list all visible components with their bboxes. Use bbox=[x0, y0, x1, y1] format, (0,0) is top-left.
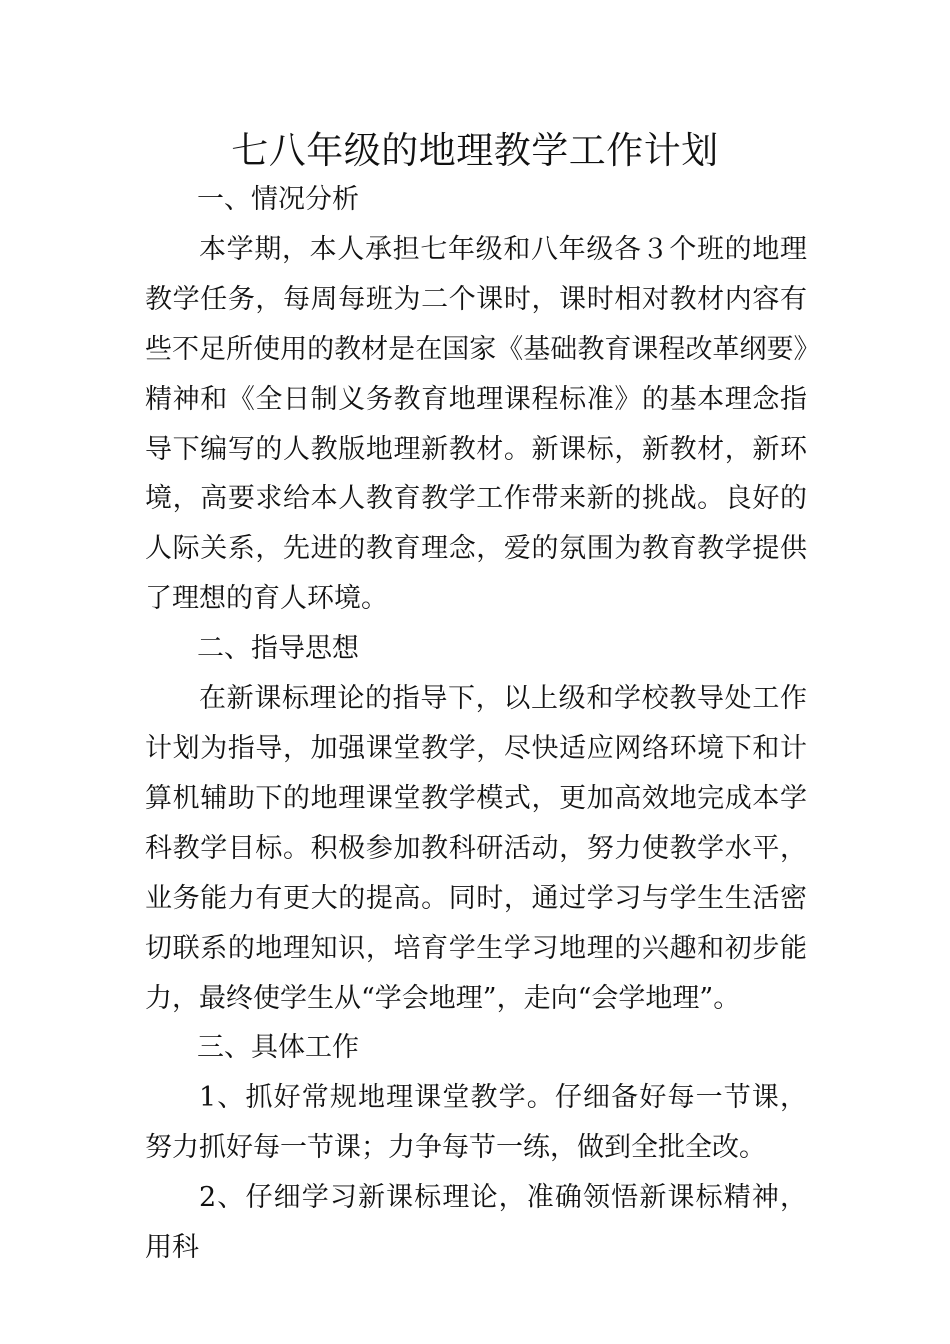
section-guiding-ideology bbox=[145, 624, 807, 1023]
section-heading: 三、具体工作 bbox=[197, 1032, 359, 1064]
paragraph: 1、抓好常规地理课堂教学。仔细备好每一节课，努力抓好每一节课；力争每节一练，做到全批全改。 bbox=[145, 1082, 807, 1164]
document-body bbox=[145, 175, 807, 1273]
page-title: 七八年级的地理教学工作计划 bbox=[231, 129, 719, 172]
section-specific-work bbox=[145, 1023, 807, 1273]
section-situation-analysis bbox=[145, 175, 807, 624]
paragraph: 2、仔细学习新课标理论，准确领悟新课标精神，用科 bbox=[145, 1182, 807, 1264]
section-heading: 一、情况分析 bbox=[197, 184, 359, 215]
section-heading: 二、指导思想 bbox=[197, 633, 359, 665]
paragraph: 本学期，本人承担七年级和八年级各３个班的地理教学任务，每周每班为二个课时，课时相对教材内容有些不足所使用的教材是在国家《基础教育课程改革纲要》精神和《全日制义务教育地理课程标准》的基本理念指导下编写的人教版地理新教材。新课标，新教材，新环境，高要求给本人教育教学工作带来新的挑战。良好的人际关系，先进的教育理念，爱的氛围为教育教学提供了理想的育人环境。 bbox=[145, 233, 807, 615]
paragraph: 在新课标理论的指导下，以上级和学校教导处工作计划为指导，加强课堂教学，尽快适应网络环境下和计算机辅助下的地理课堂教学模式，更加高效地完成本学科教学目标。积极参加教科研活动，努力使教学水平，业务能力有更大的提高。同时，通过学习与学生生活密切联系的地理知识，培育学生学习地理的兴趣和初步能力，最终使学生从“学会地理”，走向“会学地理”。 bbox=[145, 683, 807, 1014]
